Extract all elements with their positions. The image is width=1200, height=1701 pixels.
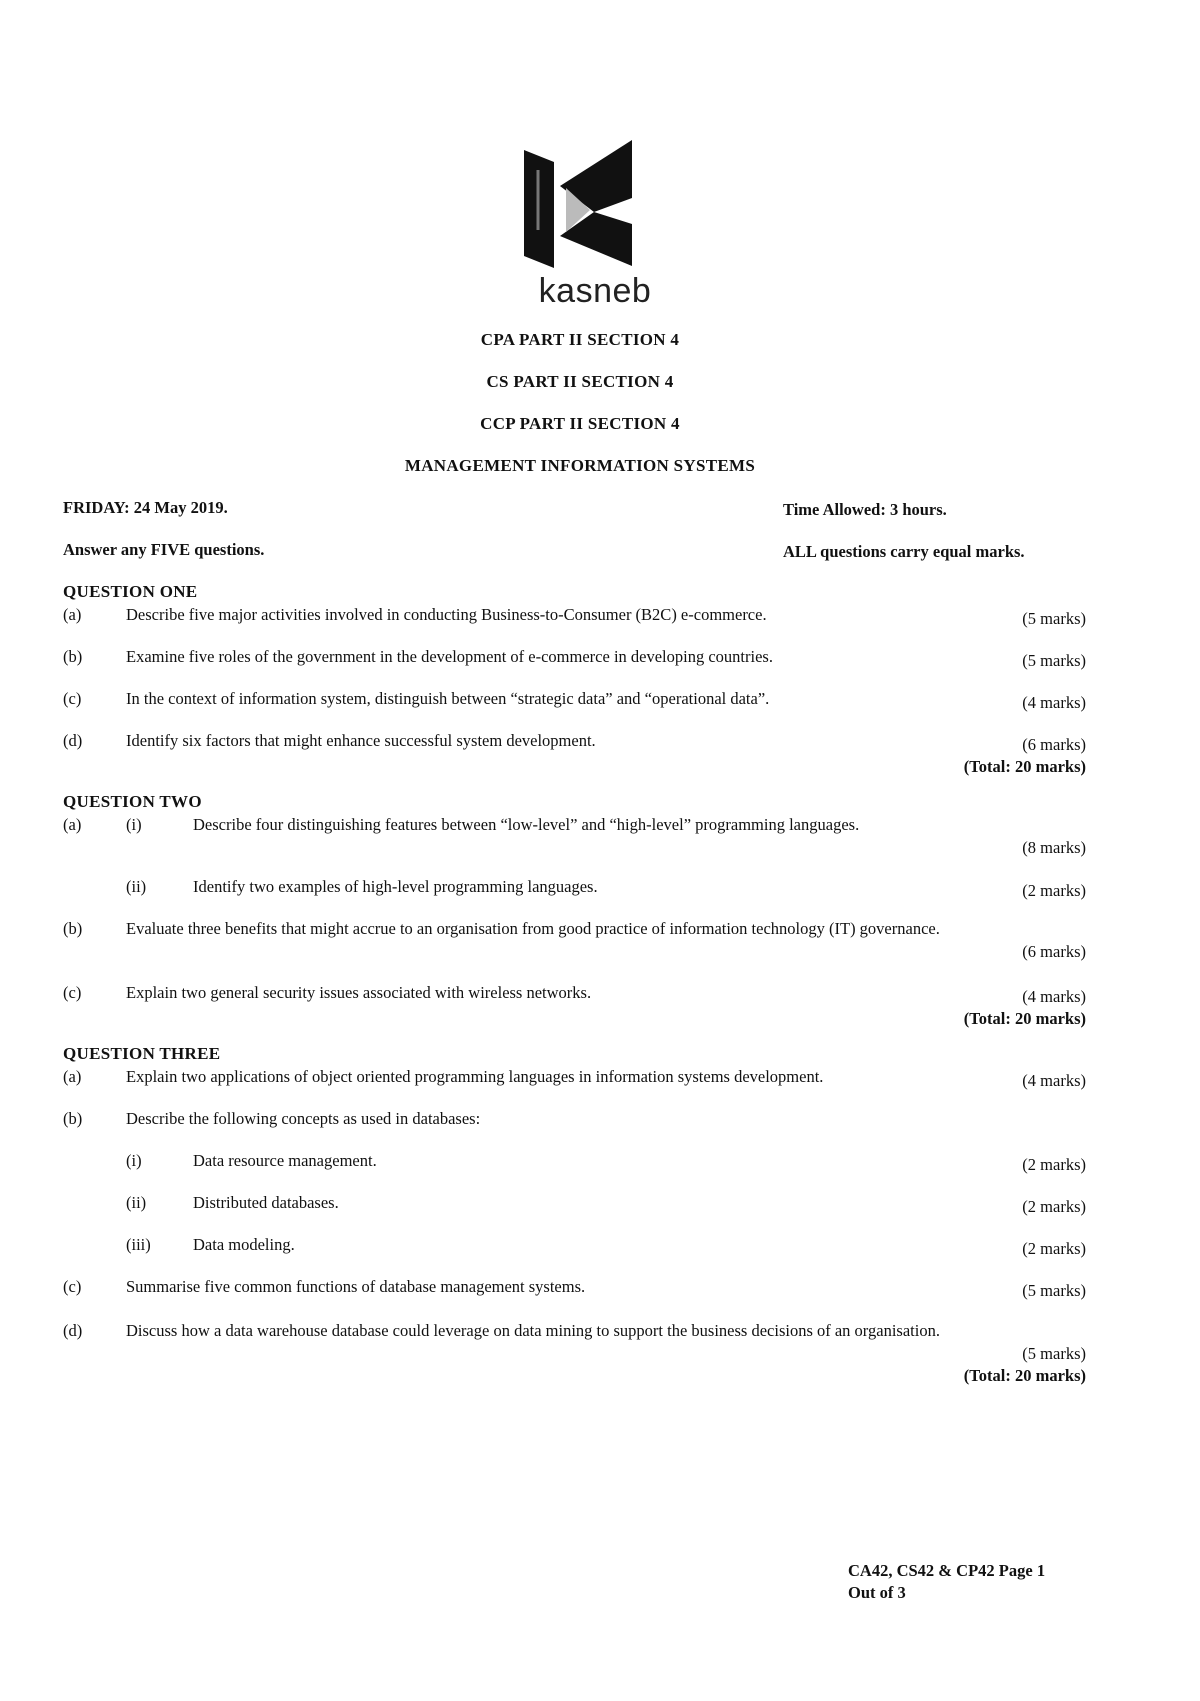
footer-paper-codes: CA42, CS42 & CP42 Page 1: [848, 1561, 1046, 1580]
q2-a-i-label: (i): [126, 815, 142, 834]
q1-c-text: In the context of information system, distinguish between “strategic data” and “operational data”.: [126, 689, 770, 708]
q3-b-iii-label: (iii): [126, 1235, 151, 1254]
q2-b-label: (b): [63, 919, 83, 938]
q3-b-ii-label: (ii): [126, 1193, 147, 1212]
q2-a-ii-text: Identify two examples of high-level programming languages.: [193, 877, 598, 896]
q3-b-ii-marks: (2 marks): [1022, 1197, 1086, 1216]
q2-b-marks: (6 marks): [1022, 942, 1086, 961]
q1-a-marks: (5 marks): [1022, 609, 1086, 628]
q1-c-marks: (4 marks): [1022, 693, 1086, 712]
q1-total: (Total: 20 marks): [963, 757, 1086, 776]
q3-c-text: Summarise five common functions of database management systems.: [126, 1277, 586, 1296]
q2-a-ii-marks: (2 marks): [1022, 881, 1086, 900]
q2-a-label: (a): [63, 815, 82, 834]
q3-a-text: Explain two applications of object oriented programming languages in information systems development.: [126, 1067, 824, 1086]
q1-b-marks: (5 marks): [1022, 651, 1086, 670]
q1-d-marks: (6 marks): [1022, 735, 1086, 754]
q1-b-text: Examine five roles of the government in the development of e-commerce in developing countries.: [126, 647, 773, 666]
question-three-title: QUESTION THREE: [63, 1044, 221, 1063]
q2-total: (Total: 20 marks): [963, 1009, 1086, 1028]
q2-b-text: Evaluate three benefits that might accrue to an organisation from good practice of information technology (IT) governance.: [126, 919, 940, 938]
header-line-3: CCP PART II SECTION 4: [480, 414, 680, 433]
marks-note: ALL questions carry equal marks.: [783, 542, 1025, 561]
page-footer: [848, 1560, 1045, 1604]
q1-b-label: (b): [63, 647, 83, 666]
q3-d-label: (d): [63, 1321, 83, 1340]
footer-page-count: Out of 3: [848, 1583, 906, 1602]
q2-a-ii-label: (ii): [126, 877, 147, 896]
q3-d-text: Discuss how a data warehouse database could leverage on data mining to support the business decisions of an organisation.: [126, 1321, 940, 1340]
q1-d-label: (d): [63, 731, 83, 750]
q3-b-i-text: Data resource management.: [193, 1151, 377, 1170]
q3-b-i-label: (i): [126, 1151, 142, 1170]
q3-b-text: Describe the following concepts as used in databases:: [126, 1109, 481, 1128]
exam-date: FRIDAY: 24 May 2019.: [63, 498, 228, 517]
q2-a-i-marks: (8 marks): [1022, 838, 1086, 857]
instructions: Answer any FIVE questions.: [63, 540, 265, 559]
q3-b-iii-text: Data modeling.: [193, 1235, 295, 1254]
q2-a-i-text: Describe four distinguishing features between “low-level” and “high-level” programming languages.: [193, 815, 860, 834]
q3-a-label: (a): [63, 1067, 82, 1086]
q2-c-marks: (4 marks): [1022, 987, 1086, 1006]
logo-wordmark: kasneb: [538, 272, 652, 310]
question-two-title: QUESTION TWO: [63, 792, 202, 811]
time-allowed: Time Allowed: 3 hours.: [783, 500, 947, 519]
q1-a-text: Describe five major activities involved in conducting Business-to-Consumer (B2C) e-commerce.: [126, 605, 767, 624]
q1-a-label: (a): [63, 605, 82, 624]
q3-b-i-marks: (2 marks): [1022, 1155, 1086, 1174]
q1-d-text: Identify six factors that might enhance successful system development.: [126, 731, 596, 750]
q1-c-label: (c): [63, 689, 82, 708]
q2-c-label: (c): [63, 983, 82, 1002]
subject-title: MANAGEMENT INFORMATION SYSTEMS: [404, 456, 756, 475]
q3-d-marks: (5 marks): [1022, 1344, 1086, 1363]
kasneb-logo: [520, 140, 670, 311]
q3-b-iii-marks: (2 marks): [1022, 1239, 1086, 1258]
question-one-title: QUESTION ONE: [63, 582, 198, 601]
kasneb-logo-icon: [524, 140, 640, 270]
q3-c-label: (c): [63, 1277, 82, 1296]
q3-c-marks: (5 marks): [1022, 1281, 1086, 1300]
header-line-1: CPA PART II SECTION 4: [480, 330, 680, 349]
header-line-2: CS PART II SECTION 4: [486, 372, 674, 391]
q2-c-text: Explain two general security issues associated with wireless networks.: [126, 983, 592, 1002]
q3-a-marks: (4 marks): [1022, 1071, 1086, 1090]
q3-total: (Total: 20 marks): [963, 1366, 1086, 1385]
q3-b-ii-text: Distributed databases.: [193, 1193, 339, 1212]
q3-b-label: (b): [63, 1109, 83, 1128]
